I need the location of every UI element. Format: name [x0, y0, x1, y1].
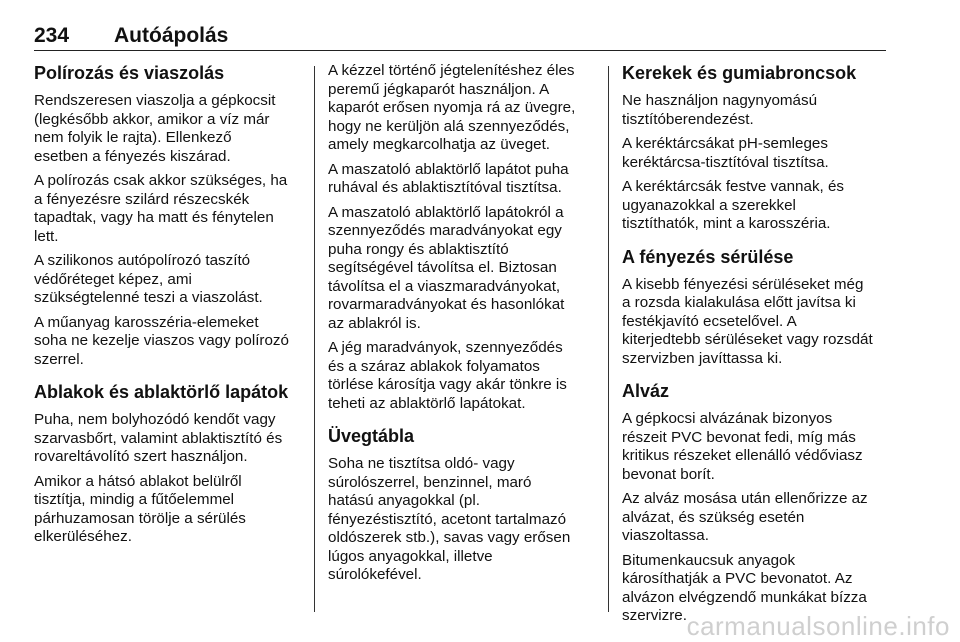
column-2	[328, 62, 596, 591]
heading-paint-damage: A fényezés sérülése	[622, 246, 794, 267]
paragraph: Bitumenkaucsuk anyagok károsíthatják a PVC bevonatot. Az alvázon elvégzendő munkákat bízza szervizre.	[622, 551, 867, 624]
paragraph: A kézzel történő jégtelenítéshez éles peremű jégkaparót használjon. A kaparót erősen nyomja rá az üvegre, hogy ne kerüljön alá szennyeződés, amely megkarcolhatja az üveget.	[328, 62, 576, 153]
paragraph: A jég maradványok, szennyeződés és a száraz ablakok folyamatos törlése károsítja vagy akár tönkre is teheti az ablaktörlő lapátokat.	[328, 339, 567, 412]
heading-wheels-tyres: Kerekek és gumiabroncsok	[622, 63, 857, 83]
paragraph: Az alváz mosása után ellenőrizze az alvázat, és szükség esetén viaszoltassa.	[622, 490, 868, 544]
column-divider-2	[608, 66, 609, 612]
paragraph: A kisebb fényezési sérüléseket még a rozsda kialakulása előtt javítsa ki festékjavító ecsetelővel. A kiterjedtebb sérüléseket vagy rozsdát szervizben javíttassa ki.	[622, 275, 873, 367]
paragraph: Ne használjon nagynyomású tisztítóberendezést.	[622, 92, 818, 128]
section-title: Autóápolás	[114, 24, 229, 47]
column-divider-1	[314, 66, 315, 612]
paragraph: A keréktárcsák festve vannak, és ugyanazokkal a szerekkel tisztíthatók, mint a karosszéria.	[622, 178, 845, 232]
column-3	[622, 62, 890, 632]
paragraph: A szilikonos autópolírozó taszító védőréteget képez, ami szükségtelenné teszi a viaszolást.	[34, 252, 263, 306]
paragraph: Puha, nem bolyhozódó kendőt vagy szarvasbőrt, valamint ablaktisztító és rovareltávolító szert használjon.	[34, 411, 283, 465]
paragraph: Amikor a hátsó ablakot belülről tisztítja, mindig a fűtőelemmel párhuzamosan törölje a sérülés elkerüléséhez.	[34, 472, 246, 545]
watermark: carmanualsonline.info	[686, 611, 950, 641]
heading-underbody: Alváz	[622, 381, 670, 401]
paragraph: A polírozás csak akkor szükséges, ha a fényezésre szilárd részecskék tapadtak, vagy ha matt és fénytelen lett.	[34, 172, 288, 245]
column-1	[34, 62, 302, 553]
paragraph: A maszatoló ablaktörlő lapátokról a szennyeződés maradványokat egy puha rongy és ablaktisztító segítségével távolítsa el. Biztosan távolítsa el a viaszmaradványokat, rovarmaradványokat és hasonlókat az ablakról is.	[328, 203, 565, 332]
paragraph: Soha ne tisztítsa oldó- vagy súrolószerrel, benzinnel, maró hatású anyagokkal (pl. fényezéstisztító, acetont tartalmazó oldószerek stb.), savas vagy erősen lúgos anyagokkal, illetve súrolókefével.	[328, 455, 571, 583]
paragraph: Rendszeresen viaszolja a gépkocsit (legkésőbb akkor, amikor a víz már nem folyik le rajta). Ellenkező esetben a fényezés kiszárad.	[34, 92, 276, 165]
paragraph: A keréktárcsákat pH-semleges keréktárcsa-tisztítóval tisztítsa.	[622, 135, 829, 171]
page-header	[34, 24, 886, 50]
page-number: 234	[34, 24, 70, 47]
paragraph: A műanyag karosszéria-elemeket soha ne kezelje viaszos vagy polírozó szerrel.	[34, 313, 289, 368]
header-rule	[34, 50, 886, 51]
paragraph: A gépkocsi alvázának bizonyos részeit PVC bevonat fedi, míg más kritikus részeket ellenálló védőviasz bevonat borít.	[622, 410, 863, 483]
heading-windows-wipers: Ablakok és ablaktörlő lapátok	[34, 382, 289, 402]
heading-polishing-waxing: Polírozás és viaszolás	[34, 63, 225, 83]
heading-glass-panel: Üvegtábla	[328, 426, 415, 446]
paragraph: A maszatoló ablaktörlő lapátot puha ruhával és ablaktisztítóval tisztítsa.	[328, 160, 569, 196]
